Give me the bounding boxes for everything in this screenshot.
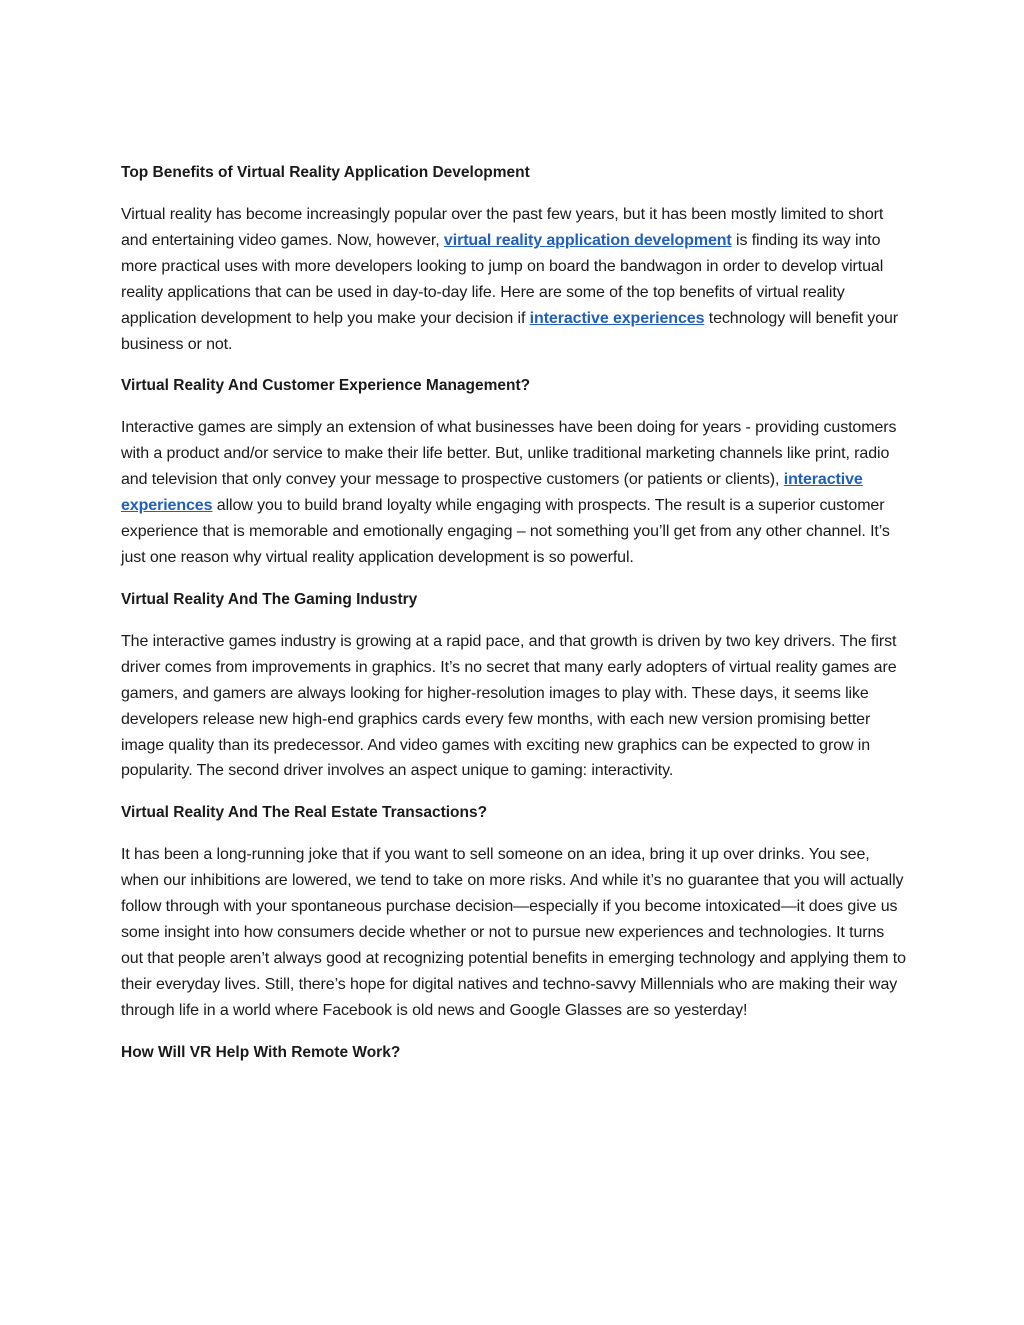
link-interactive-experiences[interactable]: interactive experiences [121,471,863,515]
paragraph-customer-experience [121,415,907,570]
paragraph-text: The interactive games industry is growing at a rapid pace, and that growth is driven by two key drivers. The first driver comes from improvements in graphics. It’s no secret that many early adopters of virtual reality games are gamers, and gamers are always looking for higher-resolution images to play with. These days, it seems like developers release new high-end graphics cards every few months, with each new version promising better image quality than its predecessor. And video games with exciting new graphics can be expected to grow in popularity. The second driver involves an aspect unique to gaming: interactivity. [121,632,897,780]
paragraph-real-estate [121,842,907,1023]
paragraph-text: allow you to build brand loyalty while engaging with prospects. The result is a superior customer experience that is memorable and emotionally engaging – not something you’ll get from any other channel. It’s just one reason why virtual reality application development is so powerful. [121,497,890,566]
link-interactive-experiences[interactable]: interactive experiences [529,309,705,327]
paragraph-text: Virtual reality has become increasingly popular over the past few years, but it has been mostly limited to short and entertaining video games. Now, however, [121,206,884,249]
paragraph-text: technology will benefit your business or not. [121,309,899,353]
document-page [121,160,907,1082]
heading-remote-work: How Will VR Help With Remote Work? [121,1043,401,1061]
paragraph-text: It has been a long-running joke that if you want to sell someone on an idea, bring it up over drinks. You see, when our inhibitions are lowered, we tend to take on more risks. And while it’s no guarantee that you will actually follow through with your spontaneous purchase decision—especially if you become intoxicated—it does give us some insight into how consumers decide whether or not to pursue new experiences and technologies. It turns out that people aren’t always good at recognizing potential benefits in emerging technology and applying them to their everyday lives. Still, there’s hope for digital natives and techno-savvy Millennials who are making their way through life in a world where Facebook is old news and Google Glasses are so yesterday! [121,846,906,1019]
paragraph-text: Interactive games are simply an extension of what businesses have been doing for years - providing customers with a product and/or service to make their life better. But, unlike traditional marketing channels like print, radio and television that only convey your message to prospective customers (or patients or clients), [121,419,897,489]
heading-top-benefits: Top Benefits of Virtual Reality Application Development [121,164,530,181]
heading-gaming-industry: Virtual Reality And The Gaming Industry [121,590,418,608]
heading-real-estate: Virtual Reality And The Real Estate Transactions? [121,804,488,822]
paragraph-top-benefits [121,202,907,357]
paragraph-text: is finding its way into more practical uses with more developers looking to jump on board the bandwagon in order to develop virtual reality applications that can be used in day-to-day life. Here are some of the top benefits of virtual reality application development to help you make your decision if [121,231,884,327]
heading-customer-experience: Virtual Reality And Customer Experience Management? [121,377,531,395]
paragraph-gaming-industry [121,629,907,784]
link-vr-app-development[interactable]: virtual reality application development [443,231,732,249]
